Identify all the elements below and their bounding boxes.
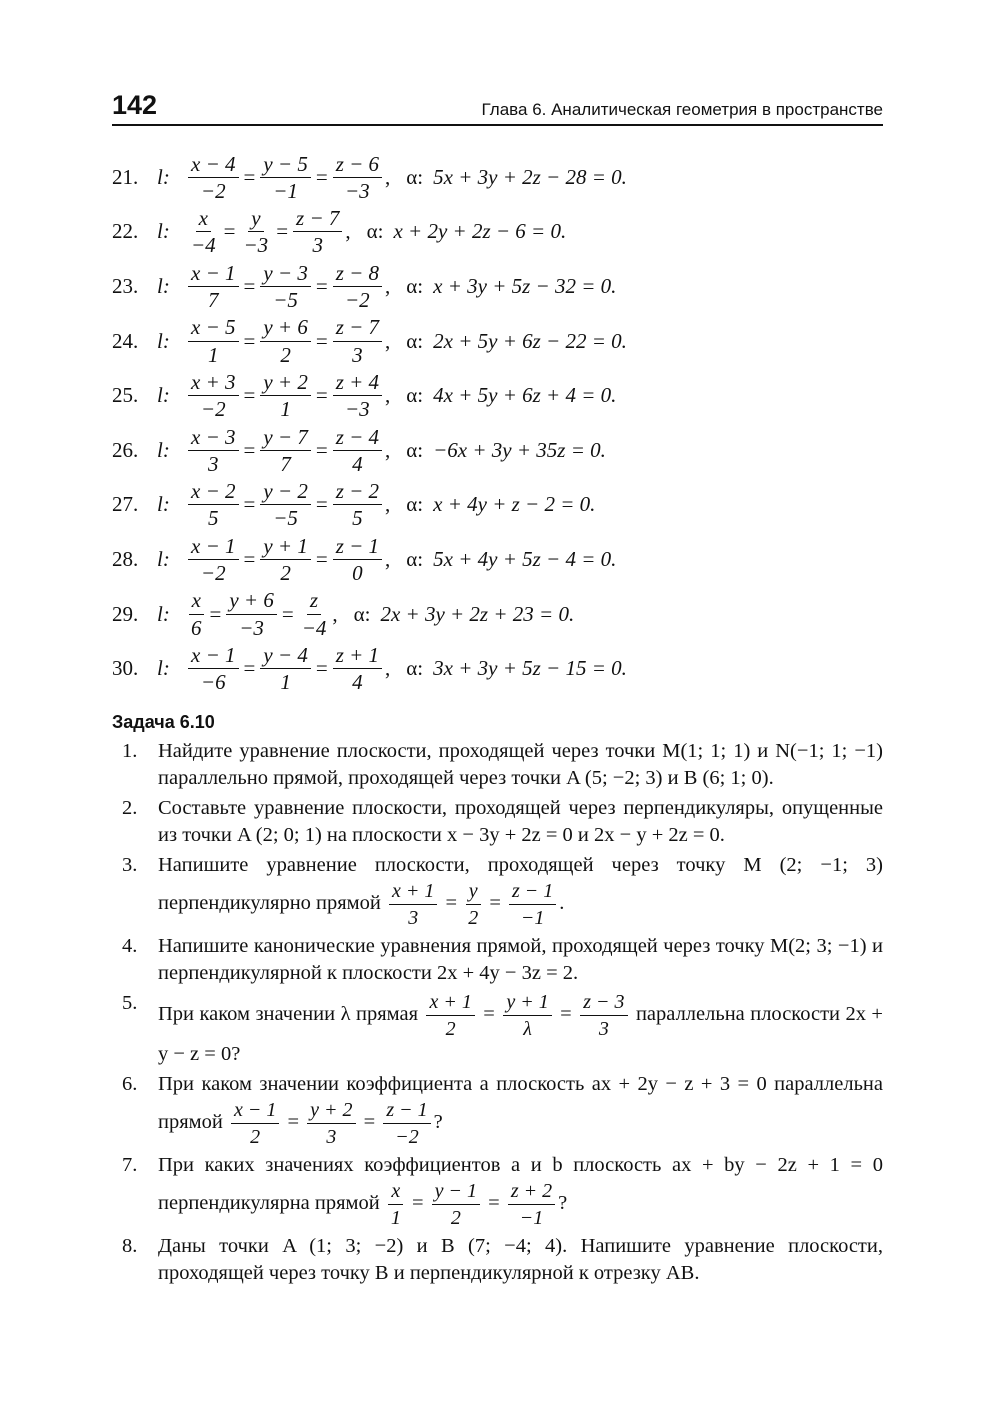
fraction (333, 425, 382, 476)
denominator: 1 (280, 397, 291, 422)
equation-row (112, 314, 892, 369)
fraction (333, 534, 382, 585)
numerator: x (388, 1179, 403, 1205)
comma: , (385, 656, 391, 681)
line-label: l: (157, 273, 170, 298)
numerator: y − 2 (260, 479, 311, 505)
equals-sign: = (243, 383, 256, 408)
text-segment: При каком значении λ прямая (158, 1003, 424, 1026)
denominator: 6 (191, 615, 202, 640)
problem-text (158, 1071, 883, 1149)
comma: , (385, 383, 391, 408)
numerator: y − 7 (260, 425, 311, 451)
comma: , (332, 601, 338, 626)
fraction (383, 1098, 430, 1149)
denominator: λ (523, 1018, 532, 1040)
numerator: x − 1 (188, 534, 239, 560)
fraction (188, 370, 239, 421)
equals-sign: = (315, 656, 328, 681)
denominator: 7 (280, 451, 291, 476)
equation-number: 24. (112, 328, 139, 353)
text-segment: Найдите уравнение плоскости, проходящей через точки M(1; 1; 1) и N(−1; 1; −1) параллельно прямой, проходящей через точки A (5; −2; 3) и B (6; 1; 0). (158, 740, 883, 789)
equation-row (112, 150, 892, 205)
line-label: l: (157, 328, 170, 353)
numerator: x − 3 (188, 425, 239, 451)
equation-number: 30. (112, 656, 139, 681)
fraction (188, 206, 219, 257)
denominator: −3 (239, 615, 264, 640)
plane-equation: 5x + 3y + 2z − 28 = 0. (433, 164, 627, 189)
denominator: −3 (345, 397, 370, 422)
numerator: y + 1 (503, 990, 551, 1016)
line-label: l: (157, 219, 170, 244)
plane-label: α: (406, 328, 424, 353)
plane-equation: 5x + 4y + 5z − 4 = 0. (433, 546, 617, 571)
text-segment: Напишите канонические уравнения прямой, проходящей через точку M(2; 3; −1) и перпендикулярной к плоскости 2x + 4y − 3z = 2. (158, 935, 883, 984)
numerator: x + 1 (389, 879, 437, 905)
numerator: z − 6 (333, 152, 382, 178)
equation-row (112, 532, 892, 587)
fraction (333, 315, 382, 366)
fraction (465, 879, 481, 930)
fraction (333, 152, 382, 203)
numerator: x − 5 (188, 315, 239, 341)
problem-item (112, 990, 883, 1068)
denominator: −4 (191, 233, 216, 258)
fraction (293, 206, 342, 257)
line-label: l: (157, 601, 170, 626)
problem-item (112, 1071, 883, 1149)
fraction (333, 643, 382, 694)
denominator: −2 (200, 178, 226, 203)
numerator: z − 7 (293, 206, 342, 232)
numerator: x − 2 (188, 479, 239, 505)
plane-equation: x + 3y + 5z − 32 = 0. (433, 273, 617, 298)
problem-number: 4. (122, 935, 138, 957)
problem-number: 1. (122, 740, 138, 762)
numerator: x (189, 588, 204, 614)
equation-number: 29. (112, 601, 139, 626)
text-segment: параллельна плоскости 2x + y − z = 0? (158, 1003, 883, 1065)
fraction (188, 152, 239, 203)
text-segment: = (358, 1111, 381, 1134)
problem-text (158, 738, 883, 792)
numerator: z − 1 (383, 1098, 430, 1124)
line-label: l: (157, 546, 170, 571)
equals-sign: = (315, 546, 328, 571)
line-label: l: (157, 437, 170, 462)
denominator: −2 (395, 1126, 419, 1148)
numerator: z − 2 (333, 479, 382, 505)
numerator: z − 1 (333, 534, 382, 560)
problem-text (158, 1152, 883, 1230)
plane-label: α: (406, 164, 424, 189)
denominator: 5 (208, 506, 219, 531)
problem-text (158, 795, 883, 849)
plane-equation: 4x + 5y + 6z + 4 = 0. (433, 383, 617, 408)
numerator: x − 1 (188, 261, 239, 287)
numerator: z − 8 (333, 261, 382, 287)
denominator: −3 (243, 233, 269, 258)
plane-equation: x + 4y + z − 2 = 0. (433, 492, 596, 517)
fraction (241, 206, 272, 257)
equals-sign: = (243, 273, 256, 298)
equals-sign: = (315, 437, 328, 462)
denominator: 1 (390, 1207, 401, 1229)
equals-sign: = (243, 546, 256, 571)
denominator: 4 (352, 670, 363, 695)
denominator: 2 (280, 560, 291, 585)
equals-sign: = (243, 328, 256, 353)
plane-label: α: (406, 546, 424, 571)
denominator: 3 (352, 342, 363, 367)
equals-sign: = (281, 601, 294, 626)
plane-label: α: (366, 219, 384, 244)
denominator: 2 (250, 1126, 261, 1148)
chapter-title: Глава 6. Аналитическая геометрия в пространстве (481, 100, 883, 119)
numerator: z + 4 (333, 370, 382, 396)
equals-sign: = (315, 328, 328, 353)
line-label: l: (157, 164, 170, 189)
fraction (503, 990, 551, 1041)
problem-item (112, 933, 883, 987)
plane-label: α: (406, 383, 424, 408)
problem-text (158, 990, 883, 1068)
comma: , (385, 273, 391, 298)
equation-number: 23. (112, 273, 139, 298)
fraction (188, 479, 239, 530)
problem-text (158, 852, 883, 930)
fraction (188, 261, 239, 312)
equation-number: 21. (112, 164, 139, 189)
fraction (188, 588, 205, 639)
text-segment: ? (558, 1192, 568, 1215)
comma: , (385, 437, 391, 462)
plane-label: α: (406, 273, 424, 298)
equals-sign: = (315, 164, 328, 189)
numerator: z (307, 588, 321, 614)
fraction (260, 643, 311, 694)
text-segment: . (559, 892, 565, 915)
fraction (260, 479, 311, 530)
numerator: y + 2 (307, 1098, 355, 1124)
comma: , (385, 328, 391, 353)
equation-number: 27. (112, 492, 139, 517)
equals-sign: = (315, 273, 328, 298)
fraction (509, 879, 556, 930)
numerator: x + 1 (426, 990, 474, 1016)
line-label: l: (157, 383, 170, 408)
denominator: −2 (345, 287, 370, 312)
fraction (508, 1179, 555, 1230)
equals-sign: = (243, 492, 256, 517)
numerator: y + 6 (260, 315, 311, 341)
text-segment: = (483, 1192, 505, 1215)
equals-sign: = (243, 164, 256, 189)
fraction (260, 425, 311, 476)
fraction (299, 588, 330, 639)
plane-label: α: (406, 656, 424, 681)
equals-sign: = (315, 383, 328, 408)
problem-item (112, 1233, 883, 1287)
denominator: 3 (312, 233, 323, 258)
problem-number: 3. (122, 854, 138, 876)
numerator: y − 3 (260, 261, 311, 287)
problem-number: 2. (122, 797, 138, 819)
fraction (226, 588, 277, 639)
denominator: −1 (520, 907, 545, 929)
denominator: 2 (445, 1018, 456, 1040)
denominator: 1 (280, 670, 291, 695)
equals-sign: = (209, 601, 222, 626)
equation-row (112, 259, 892, 314)
comma: , (385, 492, 391, 517)
fraction (260, 370, 311, 421)
numerator: z − 3 (580, 990, 627, 1016)
plane-equation: 2x + 5y + 6z − 22 = 0. (433, 328, 627, 353)
text-segment: = (477, 1003, 501, 1026)
denominator: 2 (450, 1207, 461, 1229)
denominator: 7 (208, 287, 219, 312)
fraction (333, 261, 382, 312)
numerator: y (248, 206, 263, 232)
denominator: −2 (200, 397, 226, 422)
text-segment: = (282, 1111, 305, 1134)
plane-equation: −6x + 3y + 35z = 0. (433, 437, 606, 462)
equals-sign: = (276, 219, 289, 244)
denominator: −3 (345, 178, 370, 203)
text-segment: При каком значении коэффициента a плоскость ax + 2y − z + 3 = 0 параллельна прямой (158, 1073, 883, 1134)
problem-item (112, 738, 883, 792)
fraction (333, 479, 382, 530)
problem-number: 5. (122, 992, 138, 1014)
text-segment: При каких значениях коэффициентов a и b плоскость ax + by − 2z + 1 = 0 перпендикулярна прямой (158, 1154, 883, 1215)
fraction (188, 534, 239, 585)
denominator: 2 (468, 907, 479, 929)
equals-sign: = (243, 437, 256, 462)
numerator: z + 1 (333, 643, 382, 669)
equals-sign: = (223, 219, 236, 244)
plane-label: α: (353, 601, 371, 626)
plane-label: α: (406, 437, 424, 462)
fraction (426, 990, 474, 1041)
equals-sign: = (315, 492, 328, 517)
numerator: y − 4 (260, 643, 311, 669)
denominator: 1 (208, 342, 219, 367)
denominator: 0 (352, 560, 363, 585)
numerator: x (196, 206, 211, 232)
problem-number: 8. (122, 1235, 138, 1257)
problem-list (112, 738, 883, 1290)
numerator: z + 2 (508, 1179, 555, 1205)
text-segment: ? (433, 1111, 443, 1134)
problem-heading: Задача 6.10 (112, 712, 215, 732)
denominator: 3 (326, 1126, 337, 1148)
problem-item (112, 852, 883, 930)
numerator: z − 7 (333, 315, 382, 341)
text-segment: = (440, 892, 463, 915)
comma: , (345, 219, 351, 244)
denominator: −5 (273, 506, 298, 531)
plane-equation: 3x + 3y + 5z − 15 = 0. (433, 656, 627, 681)
equation-list (112, 150, 892, 696)
numerator: x − 4 (188, 152, 239, 178)
text-segment: = (406, 1192, 429, 1215)
fraction (188, 425, 239, 476)
fraction (231, 1098, 279, 1149)
numerator: y − 1 (432, 1179, 480, 1205)
comma: , (385, 546, 391, 571)
plane-label: α: (406, 492, 424, 517)
numerator: y + 1 (260, 534, 311, 560)
plane-equation: 2x + 3y + 2z + 23 = 0. (380, 601, 575, 626)
equation-number: 22. (112, 219, 139, 244)
denominator: 3 (208, 451, 219, 476)
fraction (389, 879, 437, 930)
denominator: 3 (408, 907, 419, 929)
denominator: −1 (273, 178, 298, 203)
problem-number: 7. (122, 1154, 138, 1176)
comma: , (385, 164, 391, 189)
text-segment: Даны точки A (1; 3; −2) и B (7; −4; 4). Напишите уравнение плоскости, проходящей через точку B и перпендикулярной к отрезку AB. (158, 1235, 883, 1284)
header-rule (112, 124, 883, 126)
fraction (260, 152, 311, 203)
numerator: z − 1 (509, 879, 556, 905)
equation-row (112, 641, 892, 696)
numerator: y + 2 (260, 370, 311, 396)
denominator: −1 (519, 1207, 544, 1229)
denominator: 2 (280, 342, 291, 367)
equation-row (112, 423, 892, 478)
text-segment: = (484, 892, 507, 915)
equation-row (112, 478, 892, 533)
fraction (260, 315, 311, 366)
text-segment: Составьте уравнение плоскости, проходящей через перпендикуляры, опущенные из точки A (2; 0; 1) на плоскости x − 3y + 2z = 0 и 2x − y + 2z = 0. (158, 797, 883, 846)
fraction (432, 1179, 480, 1230)
denominator: 4 (352, 451, 363, 476)
denominator: −4 (301, 615, 327, 640)
page-number: 142 (112, 90, 158, 120)
numerator: x − 1 (188, 643, 239, 669)
problem-text (158, 1233, 883, 1287)
problem-item (112, 795, 883, 849)
denominator: 5 (352, 506, 363, 531)
text-segment: Напишите уравнение плоскости, проходящей через точку M (2; −1; 3) перпендикулярно прямой (158, 854, 883, 915)
numerator: y − 5 (260, 152, 311, 178)
fraction (580, 990, 627, 1041)
fraction (333, 370, 382, 421)
line-label: l: (157, 492, 170, 517)
text-segment: = (554, 1003, 578, 1026)
line-label: l: (157, 656, 170, 681)
problem-number: 6. (122, 1073, 138, 1095)
numerator: z − 4 (333, 425, 382, 451)
equation-number: 28. (112, 546, 139, 571)
equation-row (112, 205, 892, 260)
denominator: −2 (200, 560, 226, 585)
denominator: −5 (273, 287, 298, 312)
equation-number: 26. (112, 437, 139, 462)
plane-equation: x + 2y + 2z − 6 = 0. (393, 219, 567, 244)
fraction (188, 643, 239, 694)
equation-number: 25. (112, 383, 139, 408)
fraction (260, 261, 311, 312)
denominator: 3 (598, 1018, 609, 1040)
equation-row (112, 587, 892, 642)
equals-sign: = (243, 656, 256, 681)
fraction (307, 1098, 355, 1149)
numerator: x − 1 (231, 1098, 279, 1124)
numerator: y + 6 (226, 588, 277, 614)
denominator: −6 (200, 670, 226, 695)
numerator: y (466, 879, 481, 905)
fraction (188, 315, 239, 366)
problem-item (112, 1152, 883, 1230)
fraction (388, 1179, 404, 1230)
numerator: x + 3 (188, 370, 239, 396)
problem-text (158, 933, 883, 987)
fraction (260, 534, 311, 585)
equation-row (112, 368, 892, 423)
